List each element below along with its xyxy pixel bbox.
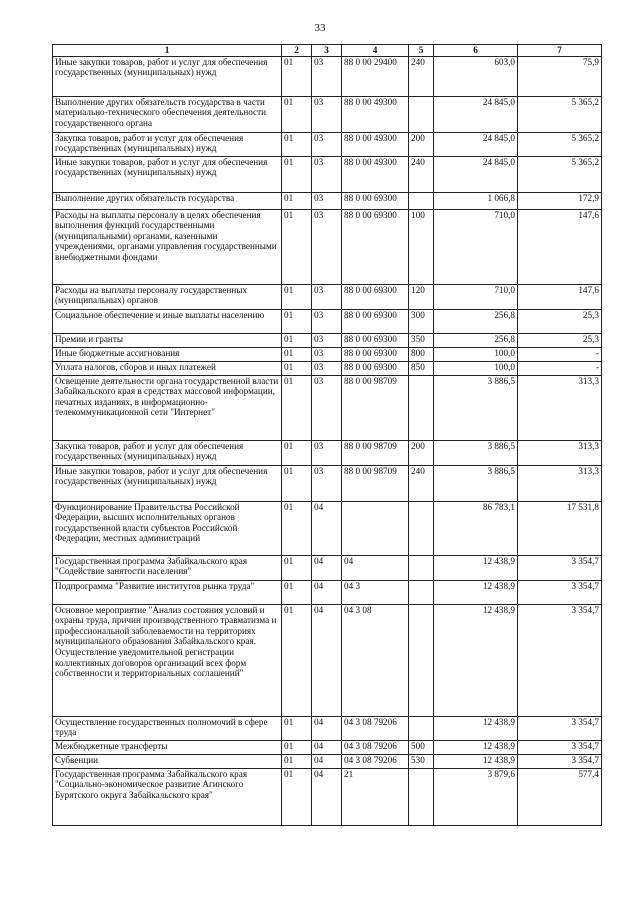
budget-table <box>52 44 602 826</box>
header-cell: 7 <box>518 45 602 57</box>
row-amount-executed: 147,6 <box>518 284 602 309</box>
row-subsection: 03 <box>312 309 342 333</box>
row-target-article: 88 0 00 69300 <box>342 361 409 375</box>
row-subsection: 03 <box>312 284 342 309</box>
table-row <box>53 465 602 501</box>
row-subsection: 03 <box>312 56 342 96</box>
row-target-article: 04 3 08 <box>342 604 409 716</box>
row-subsection: 03 <box>312 192 342 209</box>
row-expense-type: 350 <box>409 333 434 347</box>
row-section: 01 <box>282 555 312 580</box>
table-row <box>53 555 602 580</box>
table-row <box>53 580 602 604</box>
row-name: Государственная программа Забайкальского края "Социально-экономическое развитие Агинского Бурятского округа Забайкальского края" <box>53 768 282 825</box>
row-subsection: 04 <box>312 604 342 716</box>
row-amount-executed: 147,6 <box>518 209 602 284</box>
row-section: 01 <box>282 716 312 740</box>
row-subsection: 04 <box>312 580 342 604</box>
row-target-article: 04 3 08 79206 <box>342 716 409 740</box>
table-row <box>53 347 602 361</box>
row-amount-planned: 100,0 <box>434 361 518 375</box>
row-name: Расходы на выплаты персоналу в целях обеспечения выполнения функций государственными (муниципальными) органами, казенными учреждениями, органами управления государственными внебюджетными фондами <box>53 209 282 284</box>
row-section: 01 <box>282 754 312 768</box>
row-name: Уплата налогов, сборов и иных платежей <box>53 361 282 375</box>
row-amount-planned: 24 845,0 <box>434 156 518 192</box>
table-row <box>53 333 602 347</box>
row-section: 01 <box>282 132 312 156</box>
row-amount-planned: 3 886,5 <box>434 440 518 465</box>
row-amount-executed: 313,3 <box>518 440 602 465</box>
row-amount-planned: 12 438,9 <box>434 716 518 740</box>
row-target-article: 88 0 00 69300 <box>342 209 409 284</box>
row-amount-planned: 3 879,6 <box>434 768 518 825</box>
row-amount-planned: 710,0 <box>434 284 518 309</box>
page-number: 33 <box>314 22 326 34</box>
row-name: Подпрограмма "Развитие институтов рынка труда" <box>53 580 282 604</box>
row-expense-type <box>409 192 434 209</box>
row-subsection: 03 <box>312 156 342 192</box>
row-subsection: 03 <box>312 96 342 132</box>
row-expense-type <box>409 375 434 440</box>
row-name: Иные закупки товаров, работ и услуг для обеспечения государственных (муниципальных) нужд <box>53 156 282 192</box>
row-section: 01 <box>282 440 312 465</box>
row-name: Осуществление государственных полномочий в сфере труда <box>53 716 282 740</box>
row-target-article: 88 0 00 69300 <box>342 192 409 209</box>
table-row <box>53 361 602 375</box>
table-row <box>53 96 602 132</box>
row-name: Социальное обеспечение и иные выплаты населению <box>53 309 282 333</box>
header-cell: 4 <box>342 45 409 57</box>
header-cell: 3 <box>312 45 342 57</box>
row-name: Выполнение других обязательств государства <box>53 192 282 209</box>
row-subsection: 04 <box>312 716 342 740</box>
row-section: 01 <box>282 604 312 716</box>
row-name: Межбюджетные трансферты <box>53 740 282 754</box>
row-expense-type: 100 <box>409 209 434 284</box>
row-target-article: 04 <box>342 555 409 580</box>
row-expense-type: 800 <box>409 347 434 361</box>
row-expense-type <box>409 580 434 604</box>
header-cell: 6 <box>434 45 518 57</box>
row-expense-type <box>409 555 434 580</box>
row-expense-type: 200 <box>409 440 434 465</box>
row-target-article: 21 <box>342 768 409 825</box>
row-subsection: 03 <box>312 347 342 361</box>
row-amount-executed: 5 365,2 <box>518 132 602 156</box>
row-amount-executed: 3 354,7 <box>518 754 602 768</box>
row-expense-type: 240 <box>409 156 434 192</box>
row-amount-executed: 25,3 <box>518 309 602 333</box>
table-row <box>53 209 602 284</box>
table-row <box>53 440 602 465</box>
row-subsection: 04 <box>312 555 342 580</box>
row-name: Закупка товаров, работ и услуг для обеспечения государственных (муниципальных) нужд <box>53 132 282 156</box>
row-amount-planned: 3 886,5 <box>434 465 518 501</box>
row-amount-planned: 12 438,9 <box>434 754 518 768</box>
row-section: 01 <box>282 309 312 333</box>
row-amount-planned: 86 783,1 <box>434 501 518 555</box>
row-target-article: 88 0 00 49300 <box>342 96 409 132</box>
row-amount-executed: - <box>518 361 602 375</box>
row-section: 01 <box>282 465 312 501</box>
row-section: 01 <box>282 333 312 347</box>
table-row <box>53 716 602 740</box>
table-row <box>53 768 602 825</box>
table-row <box>53 501 602 555</box>
row-name: Субвенции <box>53 754 282 768</box>
row-name: Иные закупки товаров, работ и услуг для обеспечения государственных (муниципальных) нужд <box>53 56 282 96</box>
row-section: 01 <box>282 156 312 192</box>
row-name: Закупка товаров, работ и услуг для обеспечения государственных (муниципальных) нужд <box>53 440 282 465</box>
row-amount-planned: 24 845,0 <box>434 132 518 156</box>
row-amount-planned: 12 438,9 <box>434 555 518 580</box>
row-amount-planned: 24 845,0 <box>434 96 518 132</box>
row-name: Государственная программа Забайкальского края "Содействие занятости населения" <box>53 555 282 580</box>
row-section: 01 <box>282 284 312 309</box>
header-cell: 2 <box>282 45 312 57</box>
row-subsection: 04 <box>312 754 342 768</box>
row-expense-type: 530 <box>409 754 434 768</box>
table-row <box>53 604 602 716</box>
row-amount-planned: 1 066,8 <box>434 192 518 209</box>
row-amount-executed: 25,3 <box>518 333 602 347</box>
row-target-article: 04 3 08 79206 <box>342 740 409 754</box>
row-expense-type <box>409 768 434 825</box>
row-name: Премии и гранты <box>53 333 282 347</box>
row-section: 01 <box>282 96 312 132</box>
row-subsection: 03 <box>312 375 342 440</box>
row-target-article: 04 3 08 79206 <box>342 754 409 768</box>
row-section: 01 <box>282 375 312 440</box>
row-expense-type <box>409 604 434 716</box>
row-amount-executed: 313,3 <box>518 375 602 440</box>
row-target-article: 88 0 00 69300 <box>342 309 409 333</box>
row-amount-executed: 3 354,7 <box>518 740 602 754</box>
row-expense-type: 850 <box>409 361 434 375</box>
row-amount-executed: 3 354,7 <box>518 580 602 604</box>
row-subsection: 04 <box>312 768 342 825</box>
row-target-article: 88 0 00 69300 <box>342 284 409 309</box>
table-row <box>53 56 602 96</box>
row-section: 01 <box>282 192 312 209</box>
row-subsection: 04 <box>312 501 342 555</box>
row-target-article: 88 0 00 69300 <box>342 333 409 347</box>
row-name: Функционирование Правительства Российской Федерации, высших исполнительных органов государственной власти субъектов Российской Федерации, местных администраций <box>53 501 282 555</box>
row-name: Иные закупки товаров, работ и услуг для обеспечения государственных (муниципальных) нужд <box>53 465 282 501</box>
row-amount-planned: 100,0 <box>434 347 518 361</box>
row-amount-executed: 313,3 <box>518 465 602 501</box>
row-amount-executed: 3 354,7 <box>518 604 602 716</box>
table-row <box>53 740 602 754</box>
row-section: 01 <box>282 209 312 284</box>
row-section: 01 <box>282 580 312 604</box>
row-target-article: 88 0 00 49300 <box>342 132 409 156</box>
row-target-article <box>342 501 409 555</box>
row-target-article: 88 0 00 49300 <box>342 156 409 192</box>
row-expense-type: 120 <box>409 284 434 309</box>
row-subsection: 04 <box>312 740 342 754</box>
row-section: 01 <box>282 347 312 361</box>
row-expense-type <box>409 96 434 132</box>
table-row <box>53 309 602 333</box>
row-name: Иные бюджетные ассигнования <box>53 347 282 361</box>
row-expense-type: 500 <box>409 740 434 754</box>
table-row <box>53 375 602 440</box>
row-section: 01 <box>282 501 312 555</box>
row-amount-executed: 577,4 <box>518 768 602 825</box>
row-expense-type: 240 <box>409 56 434 96</box>
row-amount-executed: 75,9 <box>518 56 602 96</box>
row-section: 01 <box>282 768 312 825</box>
row-amount-planned: 12 438,9 <box>434 740 518 754</box>
row-amount-planned: 12 438,9 <box>434 580 518 604</box>
row-amount-planned: 603,0 <box>434 56 518 96</box>
row-section: 01 <box>282 740 312 754</box>
row-amount-planned: 256,8 <box>434 309 518 333</box>
row-target-article: 88 0 00 98709 <box>342 375 409 440</box>
table-row <box>53 132 602 156</box>
header-row <box>53 45 602 57</box>
row-amount-executed: 5 365,2 <box>518 156 602 192</box>
row-target-article: 04 3 <box>342 580 409 604</box>
row-amount-executed: 3 354,7 <box>518 716 602 740</box>
row-subsection: 03 <box>312 440 342 465</box>
row-name: Расходы на выплаты персоналу государственных (муниципальных) органов <box>53 284 282 309</box>
header-cell: 5 <box>409 45 434 57</box>
table-row <box>53 284 602 309</box>
row-name: Основное мероприятие "Анализ состояния условий и охраны труда, причин производственного травматизма и профессиональной заболеваемости на территориях муниципального образования Забайкальского края. Осуществление уведомительной регистрации коллективных договоров организаций всех форм собственности и территориальных соглашений" <box>53 604 282 716</box>
row-subsection: 03 <box>312 132 342 156</box>
row-amount-planned: 256,8 <box>434 333 518 347</box>
row-amount-planned: 3 886,5 <box>434 375 518 440</box>
row-subsection: 03 <box>312 361 342 375</box>
row-subsection: 03 <box>312 333 342 347</box>
row-expense-type: 300 <box>409 309 434 333</box>
row-amount-executed: - <box>518 347 602 361</box>
row-amount-executed: 3 354,7 <box>518 555 602 580</box>
row-target-article: 88 0 00 98709 <box>342 465 409 501</box>
row-amount-executed: 5 365,2 <box>518 96 602 132</box>
row-section: 01 <box>282 56 312 96</box>
row-expense-type: 200 <box>409 132 434 156</box>
row-amount-planned: 12 438,9 <box>434 604 518 716</box>
row-amount-executed: 172,9 <box>518 192 602 209</box>
row-expense-type: 240 <box>409 465 434 501</box>
row-amount-planned: 710,0 <box>434 209 518 284</box>
row-section: 01 <box>282 361 312 375</box>
row-amount-executed: 17 531,8 <box>518 501 602 555</box>
row-target-article: 88 0 00 98709 <box>342 440 409 465</box>
row-target-article: 88 0 00 29400 <box>342 56 409 96</box>
header-cell: 1 <box>53 45 282 57</box>
table-body <box>53 56 602 825</box>
row-name: Освещение деятельности органа государственной власти Забайкальского края в средствах массовой информации, печатных изданиях, в информационно-телекоммуникационной сети "Интернет" <box>53 375 282 440</box>
row-target-article: 88 0 00 69300 <box>342 347 409 361</box>
table-row <box>53 156 602 192</box>
row-expense-type <box>409 716 434 740</box>
row-name: Выполнение других обязательств государства в части материально-технического обеспечения деятельности государственного органа <box>53 96 282 132</box>
row-subsection: 03 <box>312 465 342 501</box>
row-expense-type <box>409 501 434 555</box>
row-subsection: 03 <box>312 209 342 284</box>
table-row <box>53 754 602 768</box>
table-row <box>53 192 602 209</box>
